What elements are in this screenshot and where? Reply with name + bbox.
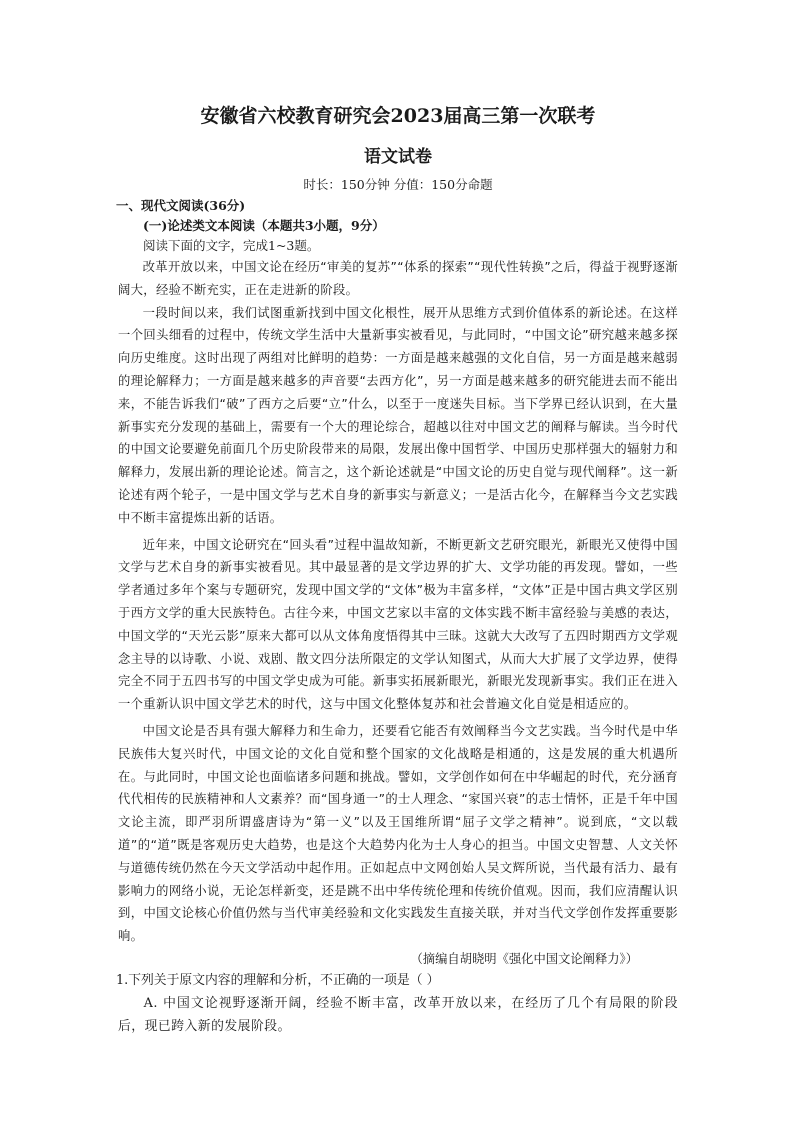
exam-title: 安徽省六校教育研究会2023届高三第一次联考 [200,105,596,127]
passage-source: （摘编自胡晓明《强化中国文论阐释力》） [410,951,638,966]
question-block [118,970,678,1038]
exam-subtitle: 语文试卷 [364,147,432,167]
passage-paragraph: 中国文论是否具有强大解释力和生命力，还要看它能否有效阐释当今文艺实践。当今时代是中华民族伟大复兴时代，中国文论的文化自觉和整个国家的文化战略是相通的，这是发展的重大机遇所在。与此同时，中国文论也面临诸多问题和挑战。譬如，文学创作如何在中华崛起的时代，充分涵育代代相传的民族精神和人文素养？而“国身通一”的士人理念、“家国兴衰”的志士情怀，正是千年中国文论主流，即严羽所谓盛唐诗为“第一义”以及王国维所谓“屈子文学之精神”。说到底，“文以载道”的“道”既是客观历史大趋势，也是这个大趋势内化为士人身心的担当。中国文史智慧、人文关怀与道德传统仍然在今天文学活动中起作用。正如起点中文网创始人吴文辉所说，当代最有活力、最有影响力的网络小说，无论怎样新变，还是跳不出中华传统伦理和传统价值观。因而，我们应清醒认识到，中国文论核心价值仍然与当代审美经验和文化实践发生直接关联，并对当代文学创作发挥重要影响。 [118,723,678,944]
question-option-a[interactable]: A. 中国文论视野逐渐开阔，经验不断丰富，改革开放以来，在经历了几个有局限的阶段后，现已跨入新的发展阶段。 [118,995,678,1034]
passage-paragraph: 近年来，中国文论研究在“回头看”过程中温故知新，不断更新文艺研究眼光，新眼光又使得中国文学与艺术自身的新事实被看见。其中最显著的是文学边界的扩大、文学功能的再发现。譬如，一些学者通过多年个案与专题研究，发现中国文学的“文体”极为丰富多样，“文体”正是中国古典文学区别于西方文学的重大民族特色。古往今来，中国文艺家以丰富的文体实践不断丰富经验与美感的表达，中国文学的“天光云影”原来大都可以从文体角度悟得其中三昧。这就大大改写了五四时期西方文学观念主导的以诗歌、小说、戏剧、散文四分法所限定的文学认知图式，从而大大扩展了文学边界，使得完全不同于五四书写的中国文学史成为可能。新事实拓展新眼光，新眼光发现新事实。我们正在进入一个重新认识中国文学艺术的时代，这与中国文化整体复苏和社会普遍文化自觉是相适应的。 [118,537,678,712]
exam-meta: 时长：150分钟 分值：150分命题 [303,177,493,192]
section-heading: 一、现代文阅读(36分) [116,198,246,213]
subsection-heading: (一)论述类文本阅读（本题共3小题，9分） [143,218,385,233]
exam-page [118,104,678,1038]
question-stem: 1.下列关于原文内容的理解和分析，不正确的一项是（ ） [116,972,440,988]
reading-passage [118,256,678,970]
passage-paragraph: 改革开放以来，中国文论在经历“审美的复苏”“体系的探索”“现代性转换”之后，得益于视野逐渐阔大，经验不断充实，正在走进新的阶段。 [118,260,678,297]
passage-paragraph: 一段时间以来，我们试图重新找到中国文化根性，展开从思维方式到价值体系的新论述。在这样一个回头细看的过程中，传统文学生活中大量新事实被看见，与此同时，“中国文论”研究越来越多探向历史维度。这时出现了两组对比鲜明的趋势：一方面是越来越强的文化自信，另一方面是越来越弱的理论解释力；一方面是越来越多的声音要“去西方化”，另一方面是越来越多的研究能进去而不能出来，不能告诉我们“破”了西方之后要“立”什么，以至于一度迷失目标。当下学界已经认识到，在大量新事实充分发现的基础上，需要有一个大的理论综合，超越以往对中国文艺的阐释与解读。当今时代的中国文论要避免前面几个历史阶段带来的局限，发展出像中国哲学、中国历史那样强大的辐射力和解释力，发展出新的理论论述。简言之，这个新论述就是“中国文论的历史自觉与现代阐释”。这一新论述有两个轮子，一是中国文学与艺术自身的新事实与新意义；一是活古化今，在解释当今文艺实践中不断丰富提炼出新的话语。 [118,305,678,525]
reading-instruction: 阅读下面的文字，完成1~3题。 [143,238,320,253]
